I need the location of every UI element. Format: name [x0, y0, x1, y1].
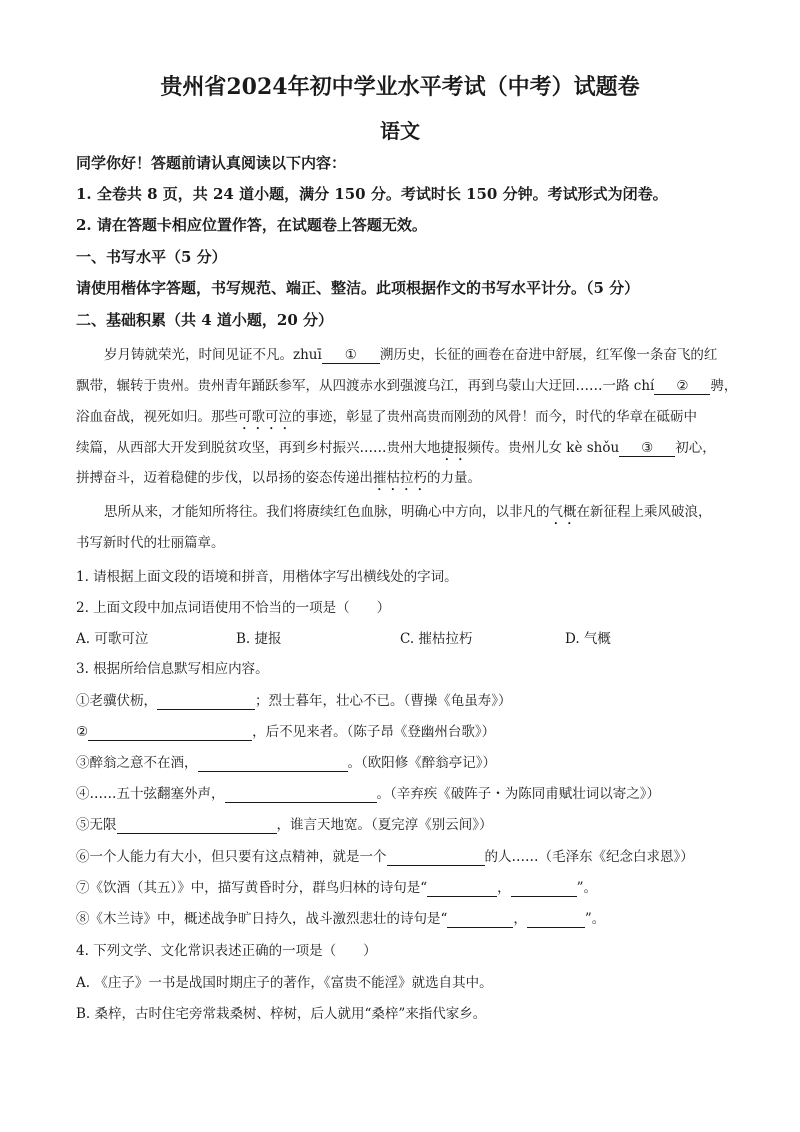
passage-line-5	[76, 466, 481, 494]
notice-intro: 同学你好！答题前请认真阅读以下内容：	[76, 154, 347, 172]
answer-blank-2: ②	[654, 378, 710, 395]
q3-text: ，	[513, 911, 527, 927]
q3-text: ④……五十弦翻塞外声，	[76, 786, 225, 802]
notice-item-2: 2. 请在答题卡相应位置作答，在试题卷上答题无效。	[76, 216, 427, 234]
q3-text: ①老骥伏枥，	[76, 693, 157, 709]
q4-option-a: A. 《庄子》一书是战国时期庄子的著作，《富贵不能淫》就选自其中。	[76, 975, 493, 991]
q3-text: ，谁言天地宽。（夏完淳《别云间》）	[276, 817, 493, 833]
passage-line-3	[76, 405, 697, 433]
q3-text: ⑦《饮酒（其五）》中，描写黄昏时分，群鸟归林的诗句是“	[76, 880, 428, 896]
passage-text: 拼搏奋斗，迈着稳健的步伐，以昂扬的姿态传递出	[76, 470, 373, 486]
q3-text: ，后不见来者。（陈子昂《登幽州台歌》）	[252, 724, 496, 740]
passage-text: 浴血奋战，视死如归。那些	[76, 409, 238, 425]
answer-blank-3: ③	[619, 440, 675, 457]
q3-blank-2	[88, 724, 252, 741]
passage-text: 溯历史，长征的画卷在奋进中舒展，红军像一条奋飞的红	[379, 347, 718, 363]
dotted-word-jiebao: 捷报	[440, 440, 468, 456]
dotted-word-qigai: 气概	[549, 504, 577, 520]
passage-text: 思所从来，才能知所将往。我们将赓续红色血脉，明确心中方向，以非凡的	[104, 504, 550, 520]
passage-text: 的力量。	[427, 470, 481, 486]
q2-option-d: D. 气概	[565, 631, 611, 647]
q3-text: ”。	[584, 911, 606, 927]
passage-text: 的事迹，彰显了贵州高贵而刚劲的风骨！而今，时代的华章在砥砺中	[292, 409, 697, 425]
q3-text: ”。	[576, 880, 598, 896]
q3-blank-1	[157, 693, 255, 710]
q3-text: ②	[76, 724, 89, 740]
q3-text: ⑥一个人能力有大小，但只要有这点精神，就是一个	[76, 849, 387, 865]
section-2-heading: 二、基础积累（共 4 道小题，20 分）	[76, 311, 333, 329]
passage-text: 岁月铸就荣光，时间见证不凡。zhuī	[104, 347, 322, 363]
notice-item-1: 1. 全卷共 8 页，共 24 道小题，满分 150 分。考试时长 150 分钟。考试形式为闭卷。	[76, 185, 668, 203]
section-1-heading: 一、书写水平（5 分）	[76, 248, 227, 266]
q2-option-b: B. 捷报	[236, 631, 282, 647]
q3-item-8	[76, 907, 605, 928]
q3-item-7	[76, 876, 597, 897]
passage-text: 频传。贵州儿女 kè shǒu	[467, 440, 620, 456]
passage-text: 骋，	[710, 378, 738, 394]
q3-blank-5	[117, 817, 277, 834]
passage-text: 续篇，从西部大开发到脱贫攻坚，再到乡村振兴……贵州大地	[76, 440, 441, 456]
subject-title: 语文	[380, 119, 420, 143]
q3-item-5	[76, 813, 493, 834]
q3-item-2	[76, 720, 495, 741]
passage-line-4	[76, 436, 716, 464]
q2-option-c: C. 摧枯拉朽	[400, 631, 473, 647]
q3-blank-6	[387, 849, 485, 866]
q3-text: ⑤无限	[76, 817, 117, 833]
q2-option-a: A. 可歌可泣	[76, 631, 149, 647]
q3-item-1	[76, 689, 512, 710]
passage-text: 初心，	[675, 440, 716, 456]
q4-option-b: B. 桑梓，古时住宅旁常栽桑树、梓树，后人就用“桑梓”来指代家乡。	[76, 1006, 487, 1022]
question-3: 3. 根据所给信息默写相应内容。	[76, 661, 269, 677]
exam-title: 贵州省2024年初中学业水平考试（中考）试题卷	[160, 74, 640, 100]
question-1: 1. 请根据上面文段的语境和拼音，用楷体字写出横线处的字词。	[76, 569, 458, 585]
passage-text: 飘带，辗转于贵州。贵州青年踊跃参军，从四渡赤水到强渡乌江，再到乌蒙山大迂回……一路 chí	[76, 378, 655, 394]
passage-line-1	[104, 343, 717, 364]
q3-text: ，	[497, 880, 511, 896]
q3-blank-7a	[427, 880, 497, 897]
q3-item-4	[76, 782, 660, 803]
q3-text: ⑧《木兰诗》中，概述战争旷日持久，战斗激烈悲壮的诗句是“	[76, 911, 448, 927]
q3-text: 。（辛弃疾《破阵子・为陈同甫赋壮词以寄之》）	[376, 786, 660, 802]
dotted-word-cuikulaxiu: 摧枯拉朽	[373, 470, 427, 486]
q3-text: ③醉翁之意不在酒，	[76, 755, 198, 771]
q3-blank-3	[198, 755, 348, 772]
q3-item-6	[76, 845, 694, 866]
q3-blank-4	[225, 786, 377, 803]
q3-text: ；烈士暮年，壮心不已。（曹操《龟虽寿》）	[255, 693, 512, 709]
passage-line-6	[104, 500, 712, 528]
q3-item-3	[76, 751, 496, 772]
dotted-word-kegekeqi: 可歌可泣	[238, 409, 292, 425]
question-2: 2. 上面文段中加点词语使用不恰当的一项是（ ）	[76, 600, 391, 616]
passage-line-7: 书写新时代的壮丽篇章。	[76, 535, 225, 551]
passage-line-2	[76, 374, 737, 395]
passage-text: 在新征程上乘风破浪，	[576, 504, 712, 520]
q3-blank-7b	[511, 880, 577, 897]
q3-text: 。（欧阳修《醉翁亭记》）	[347, 755, 496, 771]
q3-blank-8b	[527, 911, 585, 928]
question-4: 4. 下列文学、文化常识表述正确的一项是（ ）	[76, 943, 377, 959]
section-1-instruction: 请使用楷体字答题，书写规范、端正、整洁。此项根据作文的书写水平计分。（5 分）	[76, 279, 640, 297]
answer-blank-1: ①	[322, 347, 380, 364]
q3-blank-8a	[447, 911, 513, 928]
q3-text: 的人……（毛泽东《纪念白求恩》）	[484, 849, 694, 865]
